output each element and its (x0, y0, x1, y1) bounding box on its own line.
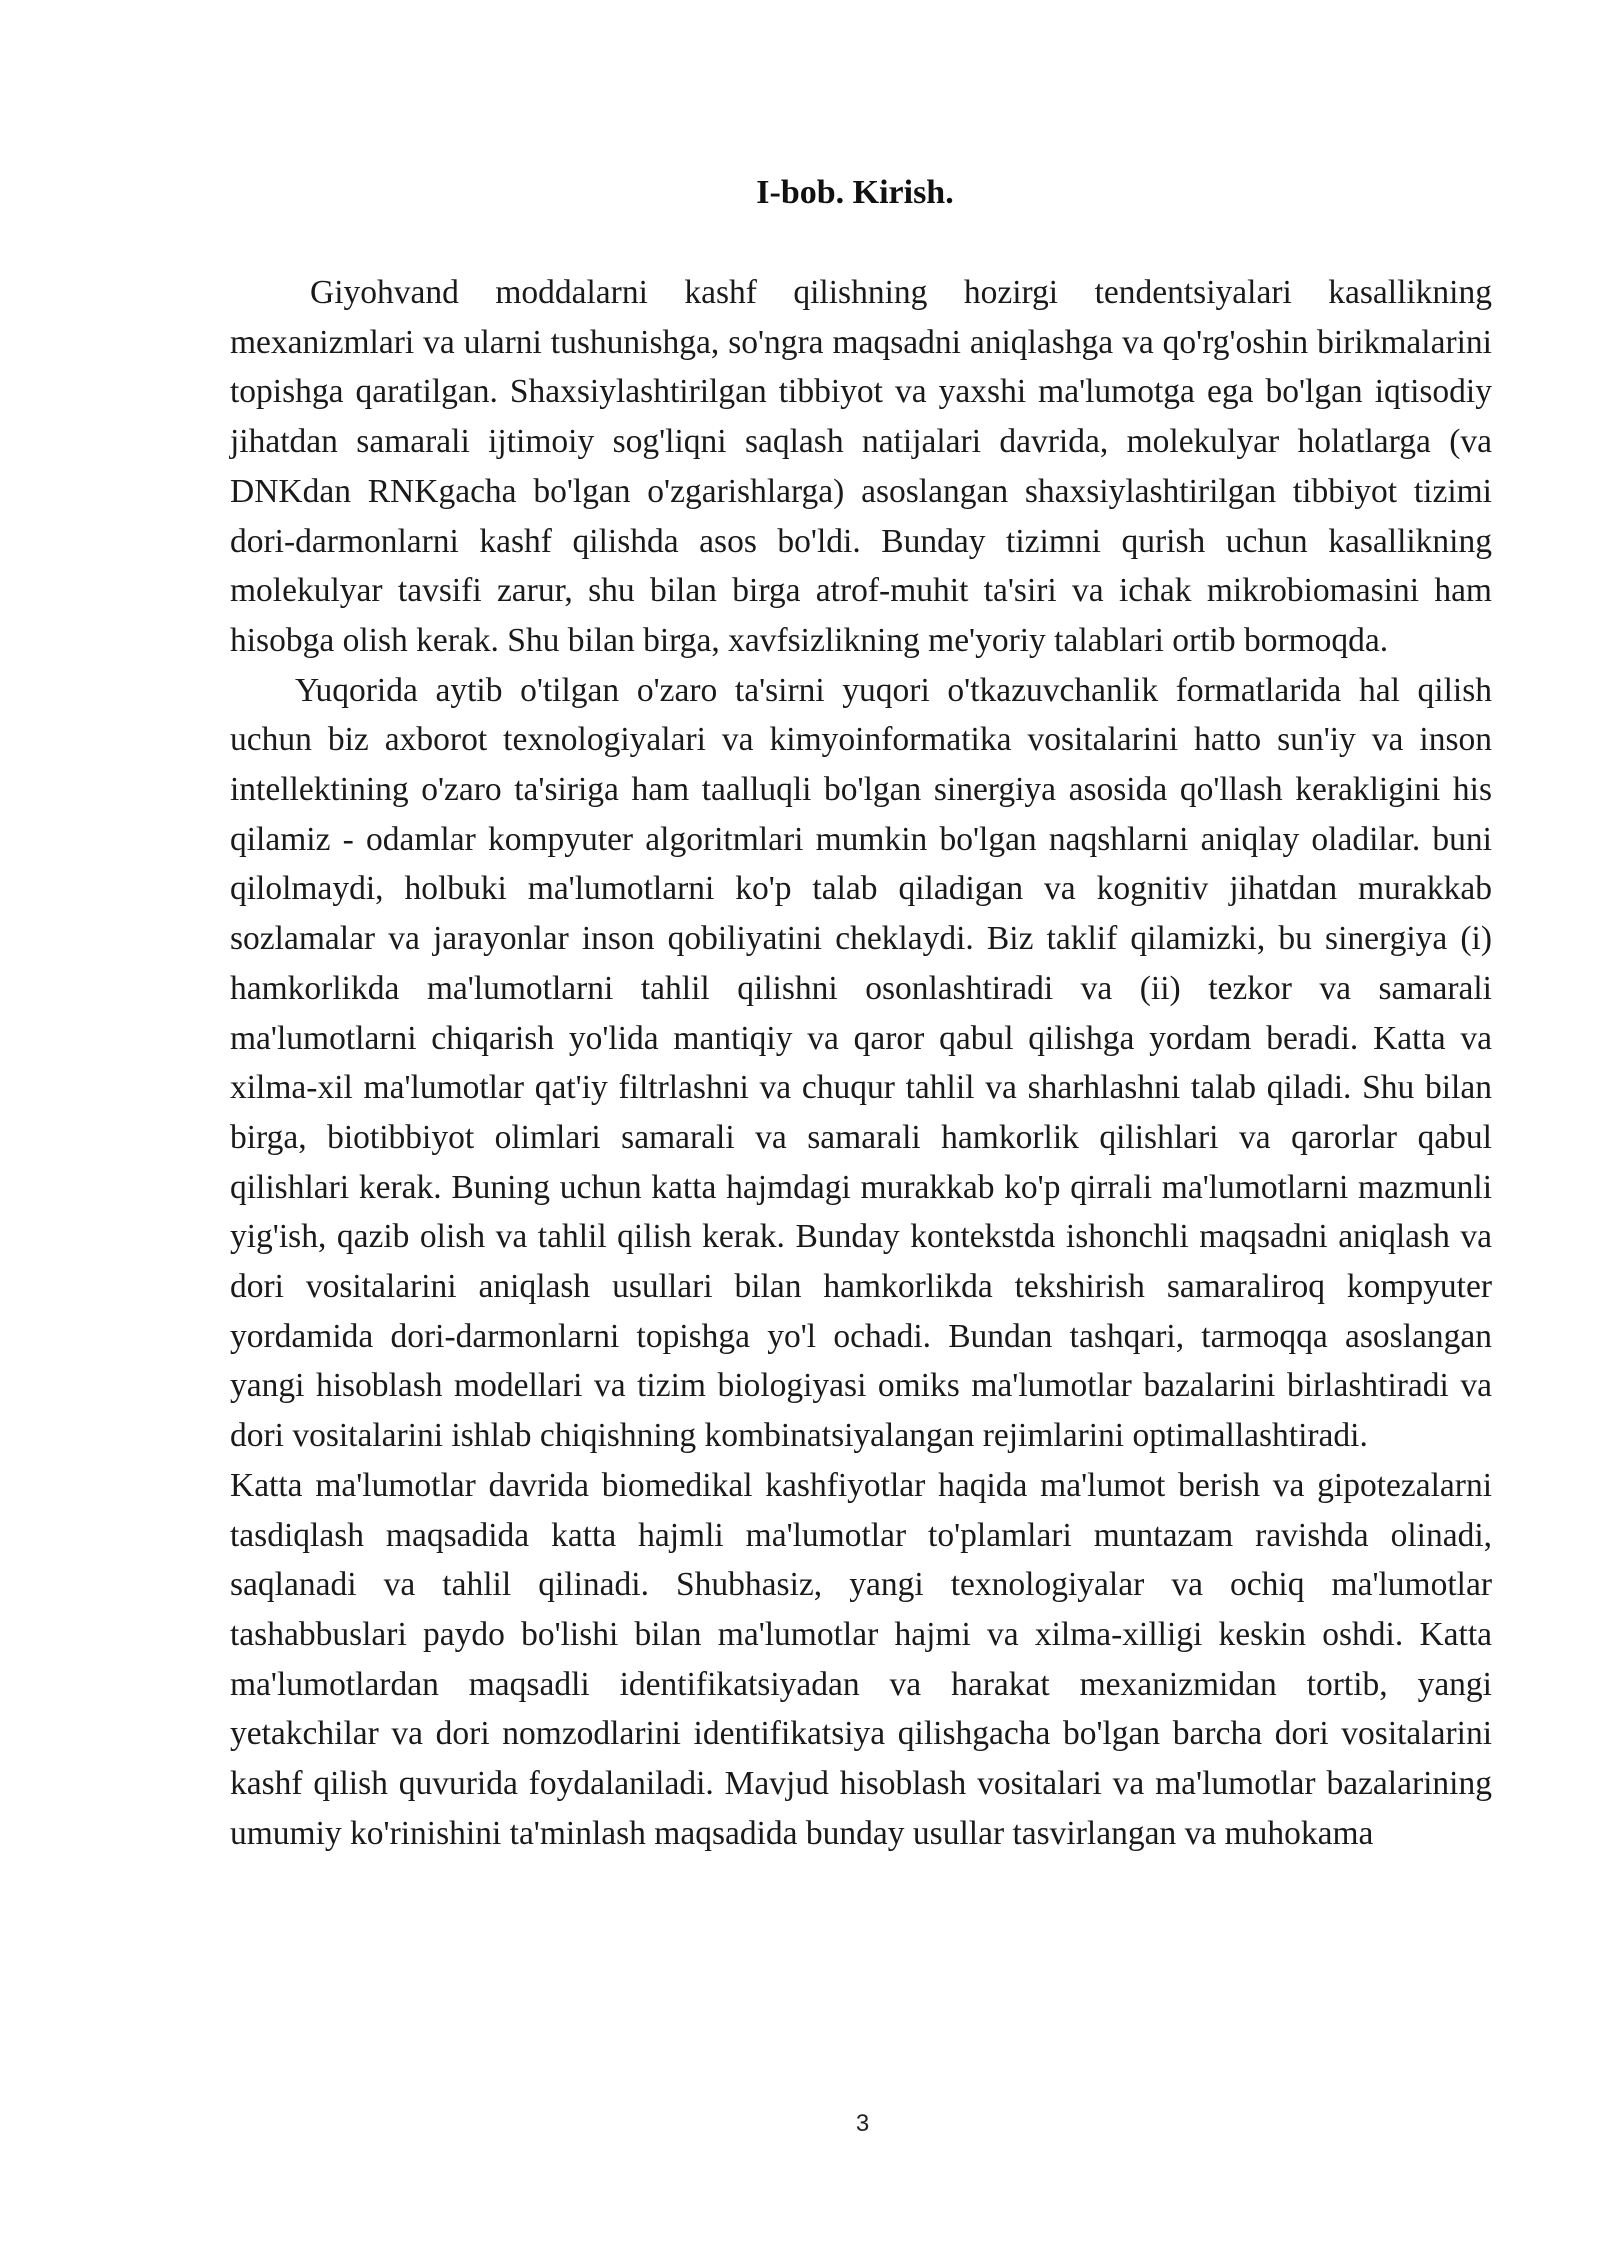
paragraph-2: Yuqorida aytib o'tilgan o'zaro ta'sirni yuqori o'tkazuvchanlik formatlarida hal qilish uchun biz axborot texnologiyalari va kimyoinformatika vositalarini hatto sun'iy va inson intellektining o'zaro ta'siriga ham taalluqli bo'lgan sinergiya asosida qo'llash kerakligini his qilamiz - odamlar kompyuter algoritmlari mumkin bo'lgan naqshlarni aniqlay oladilar. buni qilolmaydi, holbuki ma'lumotlarni ko'p talab qiladigan va kognitiv jihatdan murakkab sozlamalar va jarayonlar inson qobiliyatini cheklaydi. Biz taklif qilamizki, bu sinergiya (i) hamkorlikda ma'lumotlarni tahlil qilishni osonlashtiradi va (ii) tezkor va samarali ma'lumotlarni chiqarish yo'lida mantiqiy va qaror qabul qilishga yordam beradi. Katta va xilma-xil ma'lumotlar qat'iy filtrlashni va chuqur tahlil va sharhlashni talab qiladi. Shu bilan birga, biotibbiyot olimlari samarali va samarali hamkorlik qilishlari va qarorlar qabul qilishlari kerak. Buning uchun katta hajmdagi murakkab ko'p qirrali ma'lumotlarni mazmunli yig'ish, qazib olish va tahlil qilish kerak. Bunday kontekstda ishonchli maqsadni aniqlash va dori vositalarini aniqlash usullari bilan hamkorlikda tekshirish samaraliroq kompyuter yordamida dori-darmonlarni topishga yo'l ochadi. Bundan tashqari, tarmoqqa asoslangan yangi hisoblash modellari va tizim biologiyasi omiks ma'lumotlar bazalarini birlashtiradi va dori vositalarini ishlab chiqishning kombinatsiyalangan rejimlarini optimallashtiradi. (230, 671, 1492, 1455)
paragraph-3: Katta ma'lumotlar davrida biomedikal kashfiyotlar haqida ma'lumot berish va gipotezalarni tasdiqlash maqsadida katta hajmli ma'lumotlar to'plamlari muntazam ravishda olinadi, saqlanadi va tahlil qilinadi. Shubhasiz, yangi texnologiyalar va ochiq ma'lumotlar tashabbuslari paydo bo'lishi bilan ma'lumotlar hajmi va xilma-xilligi keskin oshdi. Katta ma'lumotlardan maqsadli identifikatsiyadan va harakat mexanizmidan tortib, yangi yetakchilar va dori nomzodlarini identifikatsiya qilishgacha bo'lgan barcha dori vositalarini kashf qilish quvurida foydalaniladi. Mavjud hisoblash vositalari va ma'lumotlar bazalarining umumiy ko'rinishini ta'minlash maqsadida bunday usullar tasvirlangan va muhokama (230, 1466, 1492, 1852)
chapter-title: I-bob. Kirish. (756, 173, 954, 211)
page-number: 3 (855, 2110, 870, 2137)
paragraph-1: Giyohvand moddalarni kashf qilishning hozirgi tendentsiyalari kasallikning mexanizmlari va ularni tushunishga, so'ngra maqsadni aniqlashga va qo'rg'oshin birikmalarini topishga qaratilgan. Shaxsiylashtirilgan tibbiyot va yaxshi ma'lumotga ega bo'lgan iqtisodiy jihatdan samarali ijtimoiy sog'liqni saqlash natijalari davrida, molekulyar holatlarga (va DNKdan RNKgacha bo'lgan o'zgarishlarga) asoslangan shaxsiylashtirilgan tibbiyot tizimi dori-darmonlarni kashf qilishda asos bo'ldi. Bunday tizimni qurish uchun kasallikning molekulyar tavsifi zarur, shu bilan birga atrof-muhit ta'siri va ichak mikrobiomasini ham hisobga olish kerak. Shu bilan birga, xavfsizlikning me'yoriy talablari ortib bormoqda. (230, 274, 1492, 659)
body-text (230, 268, 1492, 1859)
